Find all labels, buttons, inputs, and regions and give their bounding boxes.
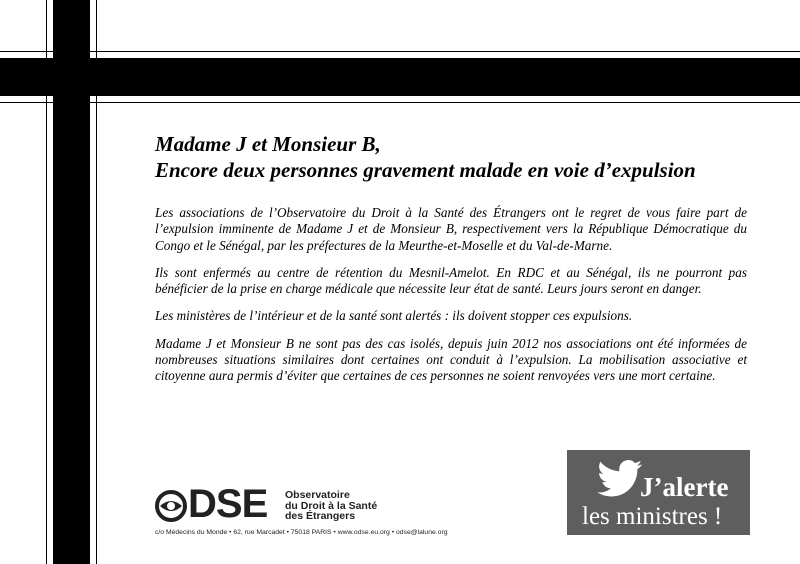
logo-acronym: DSE <box>188 482 268 526</box>
alert-line-2: les ministres ! <box>582 503 723 530</box>
eye-logo-icon <box>155 490 187 522</box>
paragraph-2: Ils sont enfermés au centre de rétention du Mesnil-Amelot. En RDC et au Sénégal, ils ne pourront pas bénéficier de la prise en charge médicale que nécessite leur état de santé. Leurs jours seront en danger. <box>155 264 747 297</box>
logo-sub-line-3: des Étrangers <box>285 510 356 522</box>
logo-sub-line-2: du Droit à la Santé <box>285 499 378 512</box>
paragraph-3: Les ministères de l’intérieur et de la santé sont alertés : ils doivent stopper ces expulsions. <box>155 308 633 324</box>
alert-line-1: J’alerte <box>640 472 729 502</box>
logo-address: c/o Médecins du Monde • 62, rue Marcadet • 75018 PARIS • www.odse.eu.org • odse@lalune.org <box>155 529 448 536</box>
frame-line-right <box>96 0 97 564</box>
mourning-band-horizontal <box>0 58 800 96</box>
frame-line-bottom <box>0 102 800 103</box>
frame-line-left <box>46 0 47 564</box>
logo-sub-line-1: Observatoire <box>285 489 350 501</box>
title-line-1: Madame J et Monsieur B, <box>155 132 381 156</box>
announcement-title <box>155 131 747 183</box>
logo-subtitle <box>285 490 377 522</box>
announcement-content <box>155 131 747 385</box>
paragraph-1: Les associations de l’Observatoire du Droit à la Santé des Étrangers ont le regret de vous faire part de l’expulsion imminente de Madame J et de Monsieur B, respectivement vers la République Démocratique du Congo et le Sénégal, par les préfectures de la Meurthe-et-Moselle et du Val-de-Marne. <box>155 205 747 253</box>
paragraph-4: Madame J et Monsieur B ne sont pas des cas isolés, depuis juin 2012 nos associations ont été informées de nombreuses situations similaires dont certaines ont conduit à l’expulsion. La mobilisation associative et citoyenne aura permis d’éviter que certaines de ces personnes ne soient renvoyées vers une mort certaine. <box>155 335 747 384</box>
title-line-2: Encore deux personnes gravement malade en voie d’expulsion <box>155 158 696 182</box>
twitter-bird-icon <box>597 460 643 498</box>
frame-line-top <box>0 51 800 52</box>
mourning-band-vertical <box>53 0 90 564</box>
alert-ministers-button[interactable] <box>567 450 750 535</box>
